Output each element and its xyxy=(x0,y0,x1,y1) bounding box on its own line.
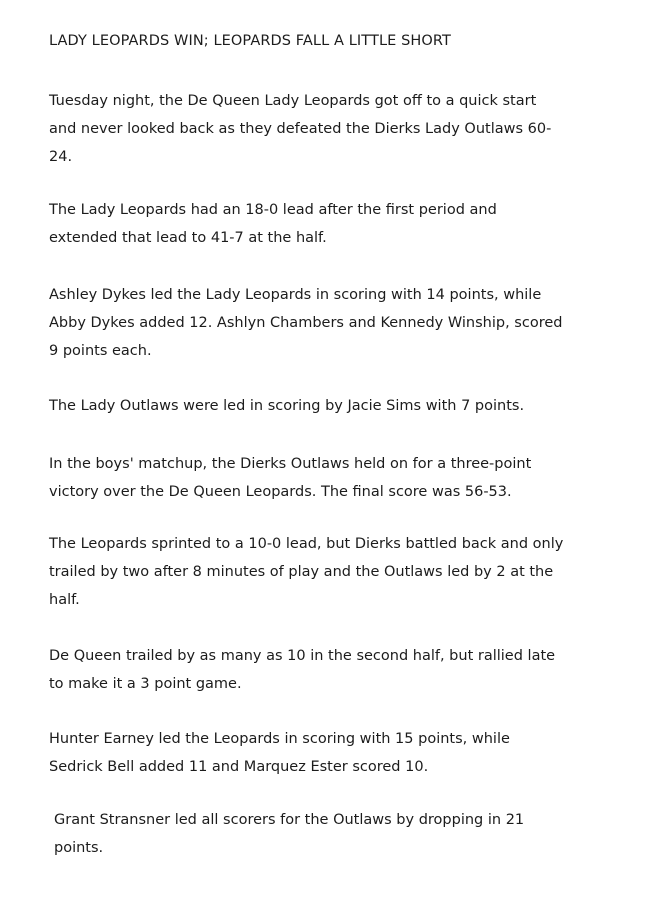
text-line: Ashley Dykes led the Lady Leopards in scoring with 14 points, while xyxy=(49,287,542,303)
text-line: points. xyxy=(54,840,104,856)
text-line: extended that lead to 41-7 at the half. xyxy=(49,230,327,246)
text-line: victory over the De Queen Leopards. The final score was 56-53. xyxy=(49,484,512,500)
paragraph-outlaws-scoring xyxy=(54,806,614,862)
text-line: half. xyxy=(49,592,80,608)
text-line: The Lady Leopards had an 18-0 lead after the first period and xyxy=(49,202,497,218)
paragraph-leopards-start xyxy=(49,530,609,614)
text-line: 9 points each. xyxy=(49,343,152,359)
paragraph-boys-matchup xyxy=(49,450,609,506)
text-line: Tuesday night, the De Queen Lady Leopards got off to a quick start xyxy=(49,93,537,109)
paragraph-first-period xyxy=(49,196,609,252)
text-line: Sedrick Bell added 11 and Marquez Ester scored 10. xyxy=(49,759,429,775)
text-line: to make it a 3 point game. xyxy=(49,676,242,692)
text-line: Abby Dykes added 12. Ashlyn Chambers and Kennedy Winship, scored xyxy=(49,315,563,331)
text-line: Grant Stransner led all scorers for the Outlaws by dropping in 21 xyxy=(54,812,525,828)
text-line: The Leopards sprinted to a 10-0 lead, but Dierks battled back and only xyxy=(49,536,564,552)
text-line: and never looked back as they defeated the Dierks Lady Outlaws 60- xyxy=(49,121,552,137)
paragraph-leopards-scoring xyxy=(49,725,609,781)
paragraph-lady-outlaws-scoring xyxy=(49,392,609,420)
text-line: In the boys' matchup, the Dierks Outlaws held on for a three-point xyxy=(49,456,532,472)
text-line: Hunter Earney led the Leopards in scoring with 15 points, while xyxy=(49,731,510,747)
paragraph-game-summary xyxy=(49,87,609,171)
paragraph-lady-leopards-scoring xyxy=(49,281,609,365)
text-line: The Lady Outlaws were led in scoring by Jacie Sims with 7 points. xyxy=(49,398,525,414)
text-line: 24. xyxy=(49,149,73,165)
text-line: De Queen trailed by as many as 10 in the second half, but rallied late xyxy=(49,648,556,664)
paragraph-second-half xyxy=(49,642,609,698)
article-headline: LADY LEOPARDS WIN; LEOPARDS FALL A LITTLE SHORT xyxy=(49,33,451,49)
text-line: trailed by two after 8 minutes of play and the Outlaws led by 2 at the xyxy=(49,564,554,580)
